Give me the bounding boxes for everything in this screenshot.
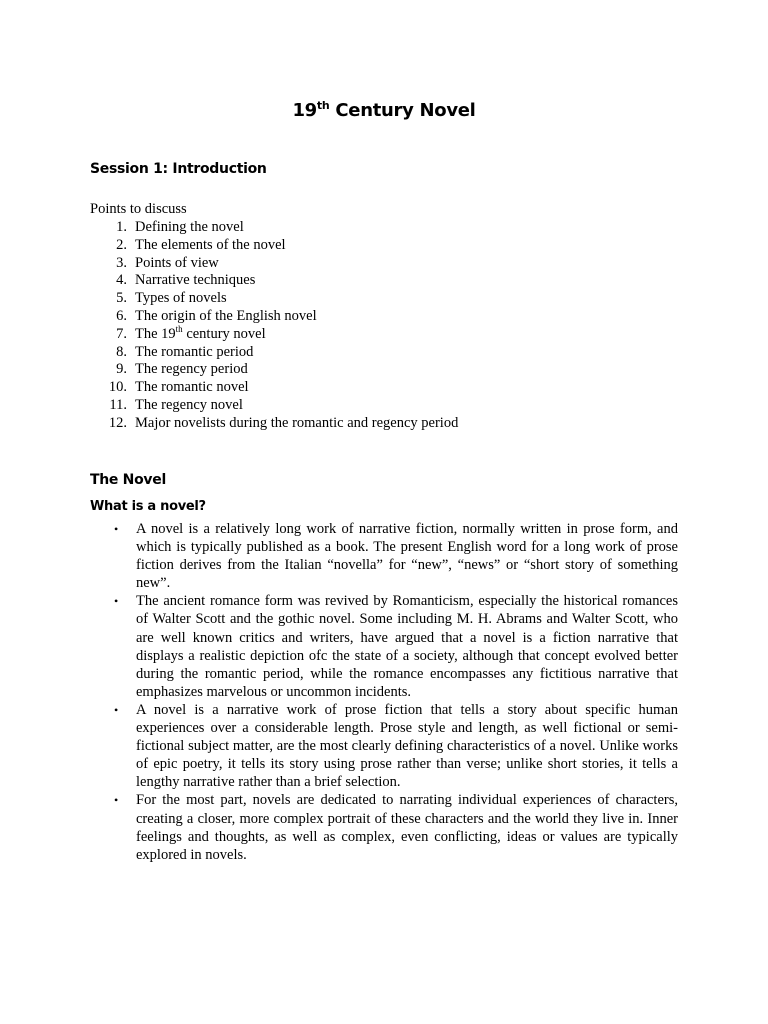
list-item bbox=[90, 255, 458, 273]
list-number: 7. bbox=[116, 325, 127, 342]
list-text: The romantic novel bbox=[135, 379, 249, 396]
list-item bbox=[90, 379, 458, 397]
bullet-item bbox=[90, 592, 678, 701]
list-text: Points of view bbox=[135, 254, 219, 271]
list-item bbox=[90, 308, 458, 326]
title-superscript: th bbox=[316, 99, 330, 112]
bullet-text: The ancient romance form was revived by Romanticism, especially the historical romances of Walter Scott and the gothic novel. Some including M. H. Abrams and Walter Scott, who are well known critics and writers, have argued that a novel is a fiction narrative that displays a realistic depiction ofc the state of a society, although that concept evolved better during the romantic period, while the romance encompasses any fictitious narrative that emphasizes marvelous or uncommon incidents. bbox=[136, 593, 678, 700]
list-text: Types of novels bbox=[135, 290, 227, 307]
list-number: 4. bbox=[116, 272, 127, 289]
list-number: 8. bbox=[116, 343, 127, 360]
list-number: 6. bbox=[116, 307, 127, 324]
title-number: 19 bbox=[292, 100, 317, 121]
list-text: The regency novel bbox=[135, 396, 243, 413]
list-text: The romantic period bbox=[135, 343, 254, 360]
bullet-item bbox=[90, 791, 678, 863]
bullet-text: A novel is a relatively long work of narrative fiction, normally written in prose form, and which is typically published as a book. The present English word for a long work of prose fiction derives from the Italian “novella” for “new”, “news” or “short story of something new”. bbox=[136, 521, 678, 592]
list-item bbox=[90, 237, 458, 255]
list-text: The origin of the English novel bbox=[135, 307, 317, 324]
list-number: 1. bbox=[116, 219, 127, 235]
list-item bbox=[90, 290, 458, 308]
session-heading: Session 1: Introduction bbox=[90, 161, 267, 177]
list-text-pre: The 19 bbox=[135, 325, 176, 342]
list-number: 2. bbox=[116, 236, 127, 253]
bullet-item bbox=[90, 701, 678, 791]
bullet-text: For the most part, novels are dedicated to narrating individual experiences of characters, creating a closer, more complex portrait of these characters and the world they live in. Inner feelings and thoughts, as well as complex, even conflicting, ideas or values are typically explored in novels. bbox=[136, 792, 678, 863]
list-item bbox=[90, 361, 458, 379]
document-title bbox=[0, 100, 768, 121]
list-number: 9. bbox=[116, 361, 127, 378]
bullet-text: A novel is a narrative work of prose fiction that tells a story about specific human experiences over a considerable length. Prose style and length, as well fictional or semi-fictional subject matter, are the most clearly defining characteristics of a novel. Unlike works of epic poetry, it tells its story using prose rather than verse; unlike short stories, it tells a lengthy narrative rather than a brief selection. bbox=[136, 701, 678, 791]
list-item bbox=[90, 415, 458, 433]
list-item bbox=[90, 344, 458, 362]
list-number: 11. bbox=[109, 396, 127, 413]
bullet-marker: • bbox=[114, 594, 119, 609]
list-text bbox=[135, 323, 266, 342]
definition-bullets bbox=[90, 520, 678, 864]
bullet-item bbox=[90, 520, 678, 592]
bullet-marker: • bbox=[114, 522, 119, 536]
list-text: The elements of the novel bbox=[135, 236, 286, 253]
list-item bbox=[90, 272, 458, 290]
list-number: 12. bbox=[108, 414, 127, 431]
list-number: 3. bbox=[116, 254, 127, 271]
list-number: 10. bbox=[108, 379, 127, 396]
section-heading-novel: The Novel bbox=[90, 472, 166, 488]
subheading-what-is-novel: What is a novel? bbox=[90, 499, 206, 514]
list-item bbox=[90, 219, 458, 237]
list-item bbox=[90, 397, 458, 415]
list-item bbox=[90, 323, 458, 344]
bullet-marker: • bbox=[114, 702, 119, 717]
list-text: Major novelists during the romantic and regency period bbox=[135, 414, 459, 431]
list-text: Defining the novel bbox=[135, 219, 244, 235]
list-text: Narrative techniques bbox=[135, 272, 256, 289]
list-text-superscript: th bbox=[175, 323, 183, 334]
points-intro: Points to discuss bbox=[90, 201, 187, 217]
list-text: The regency period bbox=[135, 361, 248, 378]
points-list bbox=[90, 219, 458, 433]
bullet-marker: • bbox=[114, 793, 119, 808]
list-text-post: century novel bbox=[182, 325, 266, 342]
list-number: 5. bbox=[116, 290, 127, 307]
title-text: Century Novel bbox=[329, 100, 476, 121]
